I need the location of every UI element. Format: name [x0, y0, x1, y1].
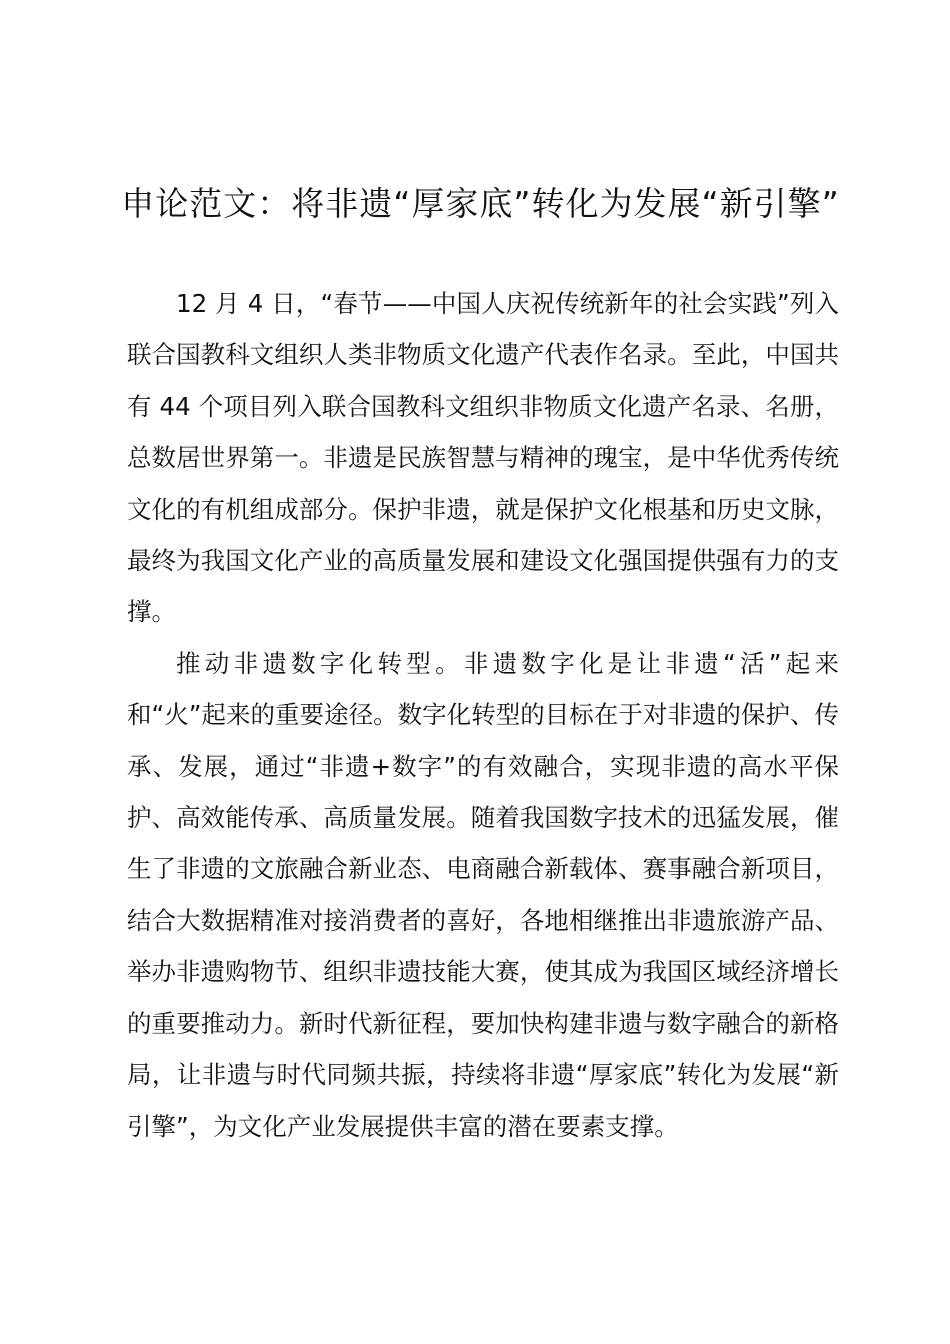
document-title: 申论范文：将非遗“厚家底”转化为发展“新引擎”	[121, 184, 840, 223]
paragraph-digital-transformation: 推动非遗数字化转型。非遗数字化是让非遗“活”起来和“火”起来的重要途径。数字化转型的目标在于对非遗的保护、传承、发展，通过“非遗+数字”的有效融合，实现非遗的高水平保护、高效能传承、高质量发展。随着我国数字技术的迅猛发展，催生了非遗的文旅融合新业态、电商融合新载体、赛事融合新项目，结合大数据精准对接消费者的喜好，各地相继推出非遗旅游产品、举办非遗购物节、组织非遗技能大赛，使其成为我国区域经济增长的重要推动力。新时代新征程，要加快构建非遗与数字融合的新格局，让非遗与时代同频共振，持续将非遗“厚家底”转化为发展“新引擎”，为文化产业发展提供丰富的潜在要素支撑。	[127, 648, 839, 1141]
paragraph-intro: 12 月 4 日，“春节——中国人庆祝传统新年的社会实践”列入联合国教科文组织人类非物质文化遗产代表作名录。至此，中国共有 44 个项目列入联合国教科文组织非物质文化遗产名录、名册，总数居世界第一。非遗是民族智慧与精神的瑰宝，是中华优秀传统文化的有机组成部分。保护非遗，就是保护文化根基和历史文脉，最终为我国文化产业的高质量发展和建设文化强国提供强有力的支撑。	[127, 289, 839, 627]
document-body	[127, 278, 839, 1152]
